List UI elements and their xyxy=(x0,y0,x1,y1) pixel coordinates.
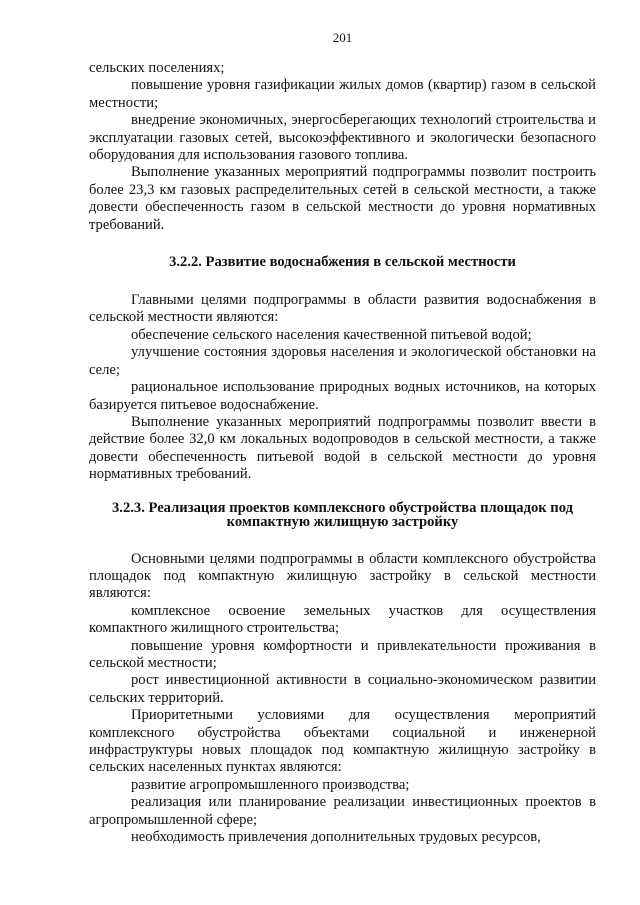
paragraph: повышение уровня газификации жилых домов (квартир) газом в сельской местности; xyxy=(89,77,596,111)
paragraph: повышение уровня комфортности и привлекательности проживания в сельской местности; xyxy=(89,637,596,671)
paragraph: сельских поселениях; xyxy=(89,60,225,76)
paragraph: рост инвестиционной активности в социально-экономическом развитии сельских территорий. xyxy=(89,672,596,706)
paragraph: рациональное использование природных водных источников, на которых базируется питьевое водоснабжение. xyxy=(89,379,596,413)
section-heading-housing-line1: 3.2.3. Реализация проектов комплексного обустройства площадок под xyxy=(112,499,573,516)
paragraph: необходимость привлечения дополнительных трудовых ресурсов, xyxy=(131,829,541,846)
document-body xyxy=(89,60,596,846)
paragraph: обеспечение сельского населения качественной питьевой водой; xyxy=(131,326,532,343)
paragraph: развитие агропромышленного производства; xyxy=(131,776,410,793)
paragraph: реализация или планирование реализации инвестиционных проектов в агропромышленной сфере; xyxy=(89,794,596,828)
paragraph: Выполнение указанных мероприятий подпрограммы позволит построить более 23,3 км газовых распределительных сетей в сельской местности, а также довести обеспеченность газом в сельской местности до уровня нормативных требований. xyxy=(89,164,596,233)
paragraph: Основными целями подпрограммы в области комплексного обустройства площадок под компактную жилищную застройку в сельской местности являются: xyxy=(89,550,596,602)
section-heading-water: 3.2.2. Развитие водоснабжения в сельской местности xyxy=(169,254,516,271)
document-page xyxy=(89,0,596,905)
section-heading-housing-line2: компактную жилищную застройку xyxy=(226,513,459,530)
paragraph: Приоритетными условиями для осуществления мероприятий комплексного обустройства объектами социальной и инженерной инфраструктуры новых площадок под компактную жилищную застройку в сельских населенных пунктах являются: xyxy=(89,707,596,776)
paragraph: комплексное освоение земельных участков для осуществления компактного жилищного строительства; xyxy=(89,602,596,637)
paragraph: Главными целями подпрограммы в области развития водоснабжения в сельской местности являются: xyxy=(89,292,596,326)
page-number: 201 xyxy=(332,30,353,45)
section-heading-housing xyxy=(89,501,596,529)
paragraph: внедрение экономичных, энергосберегающих технологий строительства и эксплуатации газовых сетей, высокоэффективного и экологически безопасного оборудования для использования газового топлива. xyxy=(89,112,596,164)
paragraph: улучшение состояния здоровья населения и экологической обстановки на селе; xyxy=(89,344,596,378)
paragraph: Выполнение указанных мероприятий подпрограммы позволит ввести в действие более 32,0 км локальных водопроводов в сельской местности, а также довести обеспеченность питьевой водой в сельской местности до уровня нормативных требований. xyxy=(89,413,596,483)
